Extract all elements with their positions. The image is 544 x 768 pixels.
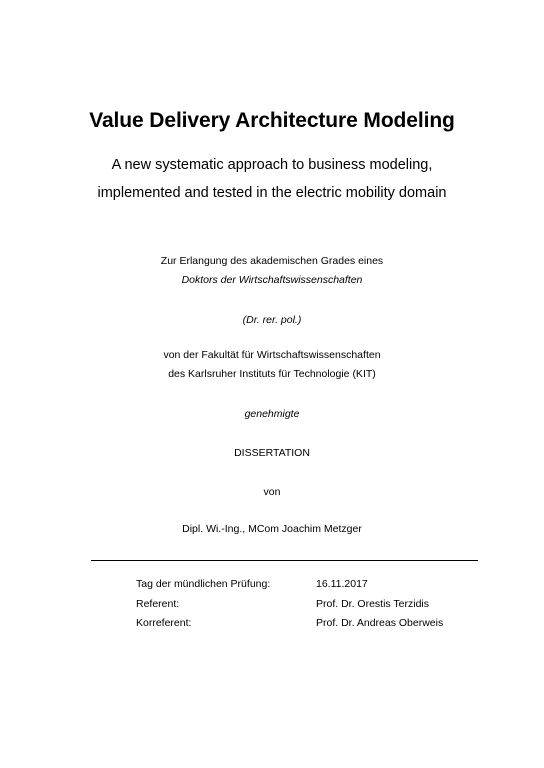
info-label: Tag der mündlichen Prüfung: xyxy=(136,578,271,590)
faculty-line-1: von der Fakultät für Wirtschaftswissenschaften xyxy=(163,349,381,361)
faculty-line-2: des Karlsruher Instituts für Technologie (KIT) xyxy=(168,368,376,380)
subtitle-line-2: implemented and tested in the electric mobility domain xyxy=(97,185,447,201)
approved-label: genehmigte xyxy=(244,408,300,420)
info-row-exam-date xyxy=(0,577,544,593)
degree-line-2: Doktors der Wirtschaftswissenschaften xyxy=(181,274,363,286)
info-value: 16.11.2017 xyxy=(316,578,368,590)
degree-abbreviation: (Dr. rer. pol.) xyxy=(242,314,302,326)
separator-line xyxy=(91,560,478,561)
info-label: Korreferent: xyxy=(136,617,192,629)
document-type: DISSERTATION xyxy=(234,447,310,459)
info-value: Prof. Dr. Orestis Terzidis xyxy=(316,598,429,610)
info-label: Referent: xyxy=(136,598,180,610)
subtitle-line-1: A new systematic approach to business modeling, xyxy=(111,157,433,173)
info-row-korreferent xyxy=(0,616,544,632)
document-title: Value Delivery Architecture Modeling xyxy=(89,109,455,132)
by-label: von xyxy=(263,486,281,498)
info-row-referent xyxy=(0,597,544,613)
degree-line-1: Zur Erlangung des akademischen Grades eines xyxy=(160,255,384,267)
info-value: Prof. Dr. Andreas Oberweis xyxy=(316,617,444,629)
author-name: Dipl. Wi.-Ing., MCom Joachim Metzger xyxy=(182,523,362,535)
